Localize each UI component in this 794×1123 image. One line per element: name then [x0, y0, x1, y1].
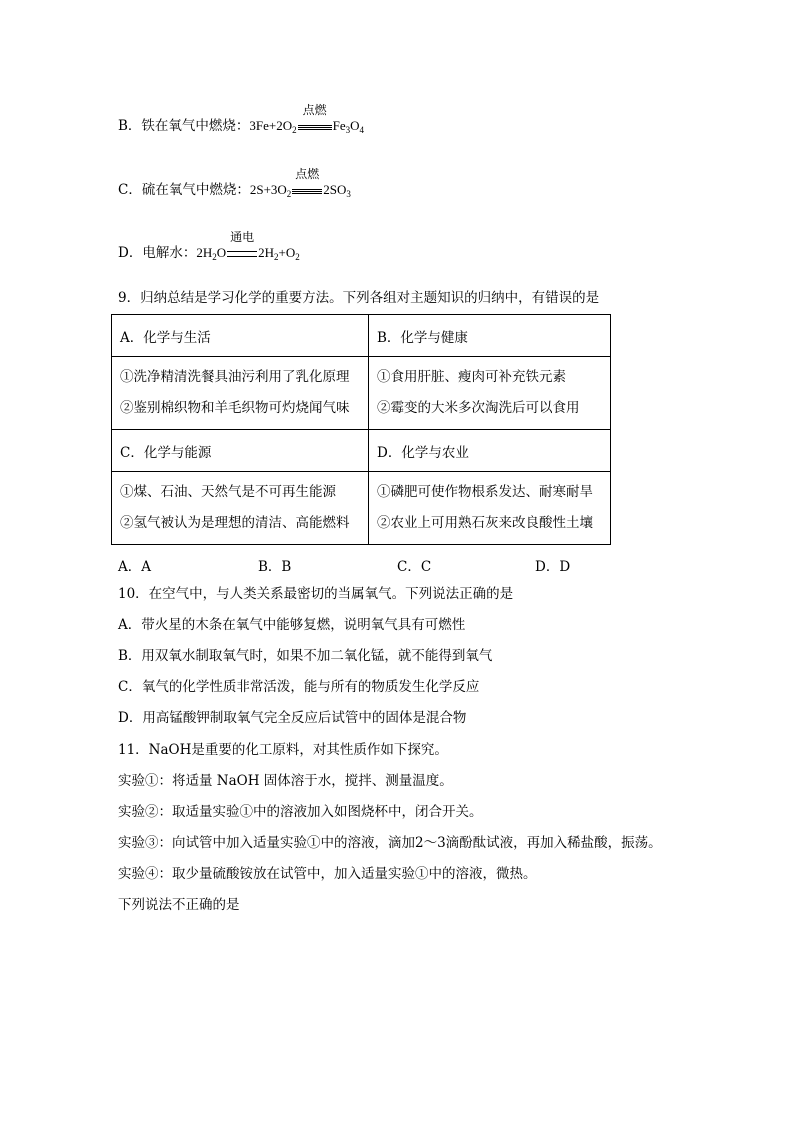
q11-stem: 11．NaOH是重要的化工原料，对其性质作如下探究。: [118, 742, 448, 758]
reaction-condition-arrow: [227, 230, 257, 257]
cell-b-item-1: ①食用肝脏、瘦肉可补充铁元素: [377, 369, 566, 385]
choice-c: C．C: [397, 559, 432, 575]
cell-a-title: A．化学与生活: [112, 315, 369, 357]
condition-label: 点燃: [295, 167, 320, 181]
cell-c-title: C．化学与能源: [112, 430, 369, 472]
equation-c: $2S+3O_2$ 点燃 $2SO_3$: [249, 167, 351, 199]
q11-experiment-4: 实验④：取少量硫酸铵放在试管中，加入适量实验①中的溶液，微热。: [118, 866, 537, 882]
cell-d-items: [369, 472, 611, 545]
condition-label: 通电: [230, 230, 255, 244]
option-d-line: [118, 230, 300, 262]
reaction-condition-arrow: [298, 103, 332, 130]
q11-question: 下列说法不正确的是: [118, 897, 240, 913]
cell-c-item-1: ①煤、石油、天然气是不可再生能源: [120, 484, 336, 500]
cell-c-item-2: ②氢气被认为是理想的清洁、高能燃料: [120, 515, 350, 531]
option-b-line: [118, 103, 365, 135]
option-c-line: [118, 167, 351, 199]
q10-option-a: A．带火星的木条在氧气中能够复燃，说明氧气具有可燃性: [118, 617, 466, 633]
cell-c-items: [112, 472, 369, 545]
q11-experiment-1: 实验①：将适量 NaOH 固体溶于水，搅拌、测量温度。: [118, 773, 453, 789]
option-d-prefix: D．电解水：: [118, 245, 197, 261]
cell-a-item-1: ①洗净精清洗餐具油污利用了乳化原理: [120, 369, 350, 385]
condition-label: 点燃: [302, 103, 327, 117]
q11-experiment-3: 实验③：向试管中加入适量实验①中的溶液，滴加2～3滴酚酞试液，再加入稀盐酸，振荡。: [118, 835, 662, 851]
q10-option-c: C．氧气的化学性质非常活泼，能与所有的物质发生化学反应: [118, 679, 480, 695]
q11-experiment-2: 实验②：取适量实验①中的溶液加入如图烧杯中，闭合开关。: [118, 804, 483, 820]
option-c-prefix: C．硫在氧气中燃烧：: [118, 182, 250, 198]
choice-a: A．A: [118, 559, 151, 575]
q10-option-b: B．用双氧水制取氧气时，如果不加二氧化锰，就不能得到氧气: [118, 648, 493, 664]
reaction-condition-arrow: [292, 167, 322, 194]
equation-b: $3Fe+2O_2$ 点燃 $Fe_3O_4$: [249, 103, 365, 135]
q9-table: [111, 314, 611, 545]
equation-d: $2H_2O$ 通电 $2H_2+O_2$: [196, 230, 300, 262]
cell-a-item-2: ②鉴别棉织物和羊毛织物可灼烧闻气味: [120, 400, 350, 416]
cell-b-title: B．化学与健康: [369, 315, 611, 357]
cell-d-item-2: ②农业上可用熟石灰来改良酸性土壤: [377, 515, 593, 531]
q10-option-d: D．用高锰酸钾制取氧气完全反应后试管中的固体是混合物: [118, 710, 467, 726]
cell-d-title: D．化学与农业: [369, 430, 611, 472]
q10-stem: 10．在空气中，与人类关系最密切的当属氧气。下列说法正确的是: [118, 586, 514, 602]
cell-d-item-1: ①磷肥可使作物根系发达、耐寒耐旱: [377, 484, 593, 500]
cell-b-item-2: ②霉变的大米多次淘洗后可以食用: [377, 400, 580, 416]
choice-b: B．B: [258, 559, 292, 575]
cell-a-items: [112, 357, 369, 430]
q9-choices: [118, 555, 618, 573]
choice-d: D．D: [535, 559, 571, 575]
cell-b-items: [369, 357, 611, 430]
q9-stem: 9．归纳总结是学习化学的重要方法。下列各组对主题知识的归纳中，有错误的是: [118, 290, 600, 306]
option-b-prefix: B．铁在氧气中燃烧：: [118, 118, 250, 134]
